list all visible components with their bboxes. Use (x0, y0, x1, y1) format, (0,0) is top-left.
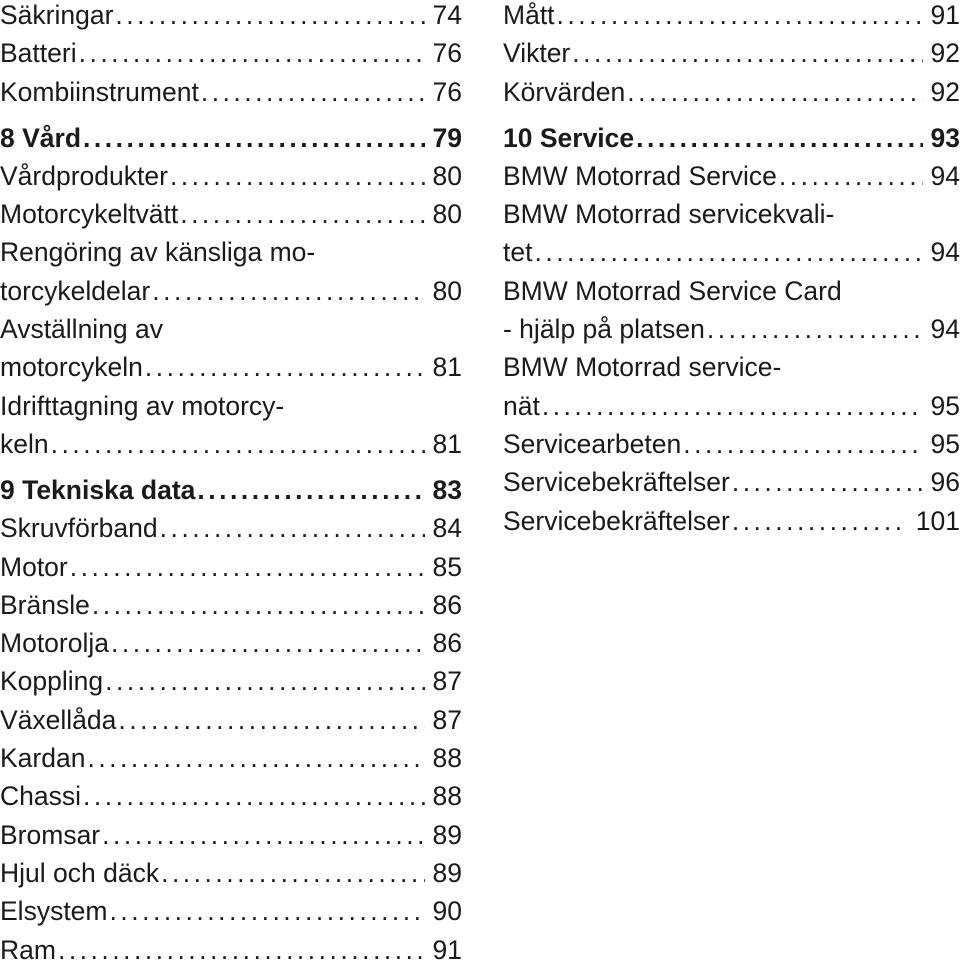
toc-entry-title: 8 Vård (0, 122, 82, 153)
toc-entry-batteri[interactable] (0, 34, 462, 72)
toc-page-number: 76 (432, 38, 462, 69)
toc-page-number: 85 (432, 551, 462, 582)
toc-entry-ram[interactable] (0, 931, 462, 969)
toc-entry-title: Körvärden (503, 76, 626, 107)
toc-chapter-10-service[interactable] (503, 119, 960, 157)
toc-page-number: 86 (432, 628, 462, 659)
toc-entry-title: Vikter (503, 38, 571, 69)
toc-entry-chassi[interactable] (0, 777, 462, 815)
dot-leader (681, 425, 922, 463)
dot-leader (570, 34, 922, 72)
toc-entry-title: tet (503, 237, 533, 268)
toc-entry-title: Motorolja (0, 628, 109, 659)
dot-leader (77, 34, 425, 72)
toc-entry-title: - hjälp på platsen (503, 314, 705, 345)
dot-leader (100, 816, 424, 854)
toc-entry-kombiinstrument[interactable] (0, 73, 462, 111)
toc-page-number: 92 (930, 76, 960, 107)
toc-entry-title: 10 Service (503, 122, 635, 153)
toc-entry-bromsar[interactable] (0, 816, 462, 854)
dot-leader (540, 387, 923, 425)
toc-entry-bransle[interactable] (0, 586, 462, 624)
toc-entry-title: Växellåda (0, 704, 117, 735)
toc-page-number: 79 (432, 122, 462, 153)
toc-entry-rengoring-av-kansliga-mo-torcykeldelar[interactable] (0, 272, 462, 310)
toc-entry-title: nät (503, 390, 540, 421)
dot-leader (195, 471, 424, 509)
toc-page-number: 92 (930, 38, 960, 69)
toc-entry-first-line: Rengöring av känsliga mo- (0, 237, 316, 268)
toc-entry-title: Koppling (0, 666, 104, 697)
toc-entry-title: Kardan (0, 743, 86, 774)
toc-entry-title: Skruvförband (0, 513, 158, 544)
toc-page-number: 87 (432, 704, 462, 735)
toc-page-number: 80 (432, 275, 462, 306)
toc-entry-motorcykeltvatt[interactable] (0, 195, 462, 233)
toc-page-number: 94 (930, 237, 960, 268)
toc-entry-title: Elsystem (0, 896, 108, 927)
dot-leader (532, 233, 922, 271)
dot-leader (150, 272, 424, 310)
toc-entry-title: Mått (503, 0, 555, 30)
toc-entry-title: Ram (0, 934, 56, 965)
dot-leader (625, 73, 922, 111)
dot-leader (178, 195, 424, 233)
toc-entry-avstallning-av-motorcykeln[interactable] (0, 348, 462, 386)
toc-entry-matt[interactable] (503, 0, 960, 34)
dot-leader (159, 854, 424, 892)
toc-entry-skruvforband[interactable] (0, 509, 462, 547)
toc-entry-bmw-motorrad-service-card-hjalp-pa-platsen[interactable] (503, 310, 960, 348)
toc-entry-title: Servicebekräftelser (503, 467, 730, 498)
toc-page-number: 84 (432, 513, 462, 544)
toc-page-number: 80 (432, 199, 462, 230)
toc-entry-title: Vårdprodukter (0, 160, 168, 191)
toc-entry-vardprodukter[interactable] (0, 157, 462, 195)
dot-leader (49, 425, 425, 463)
dot-leader (116, 701, 424, 739)
toc-page-number: 101 (915, 505, 960, 536)
toc-entry-title: Bränsle (0, 589, 90, 620)
toc-entry-title: Batteri (0, 38, 77, 69)
toc-page-number: 94 (930, 160, 960, 191)
toc-page-number: 96 (930, 467, 960, 498)
toc-entry-title: BMW Motorrad Service (503, 160, 777, 191)
toc-entry-title: Motor (0, 551, 68, 582)
toc-entry-servicearbeten[interactable] (503, 425, 960, 463)
toc-chapter-9-tekniska-data[interactable] (0, 471, 462, 509)
toc-entry-title: motorcykeln (0, 352, 143, 383)
toc-page-number: 83 (432, 474, 462, 505)
toc-page-number: 88 (432, 781, 462, 812)
toc-page-number: 88 (432, 743, 462, 774)
dot-leader (705, 310, 923, 348)
toc-entry-title: keln (0, 428, 49, 459)
toc-entry-first-line: Avställning av (0, 314, 164, 345)
dot-leader (108, 892, 425, 930)
dot-leader (81, 777, 425, 815)
toc-entry-servicebekraftelser[interactable] (503, 502, 960, 540)
toc-entry-title: Servicearbeten (503, 428, 682, 459)
toc-page-number: 76 (432, 76, 462, 107)
toc-entry-vaxellada[interactable] (0, 701, 462, 739)
dot-leader (85, 739, 424, 777)
dot-leader (634, 119, 922, 157)
dot-leader (158, 509, 425, 547)
toc-entry-bmw-motorrad-service[interactable] (503, 157, 960, 195)
toc-page-number: 81 (432, 428, 462, 459)
dot-leader (777, 157, 923, 195)
dot-leader (113, 0, 424, 34)
toc-page-number: 94 (930, 314, 960, 345)
toc-entry-servicebekraftelser[interactable] (503, 463, 960, 501)
toc-entry-title: Motorcykeltvätt (0, 199, 179, 230)
toc-page-number: 90 (432, 896, 462, 927)
toc-page-number: 81 (432, 352, 462, 383)
toc-entry-elsystem[interactable] (0, 892, 462, 930)
toc-page-number: 87 (432, 666, 462, 697)
toc-entry-first-line: BMW Motorrad servicekvali- (503, 199, 835, 230)
toc-entry-bmw-motorrad-service-nat[interactable] (503, 387, 960, 425)
dot-leader (730, 463, 923, 501)
toc-page-number: 89 (432, 819, 462, 850)
toc-entry-title: Hjul och däck (0, 857, 160, 888)
toc-column-right (503, 0, 960, 540)
dot-leader (81, 119, 425, 157)
dot-leader (90, 586, 425, 624)
toc-entry-korvarden[interactable] (503, 73, 960, 111)
toc-page-number: 93 (930, 122, 960, 153)
toc-entry-kardan[interactable] (0, 739, 462, 777)
toc-entry-first-line: Idrifttagning av motorcy- (0, 390, 285, 421)
toc-entry-motor[interactable] (0, 548, 462, 586)
toc-page-number: 89 (432, 857, 462, 888)
toc-entry-sakringar[interactable] (0, 0, 462, 34)
toc-page-number: 95 (930, 390, 960, 421)
dot-leader (168, 157, 425, 195)
toc-page-number: 95 (930, 428, 960, 459)
toc-entry-title: Servicebekräftelser (503, 505, 730, 536)
toc-entry-title: Kombiinstrument (0, 76, 199, 107)
dot-leader (143, 348, 425, 386)
toc-page-number: 86 (432, 589, 462, 620)
toc-page-number: 74 (432, 0, 462, 30)
toc-page-number: 80 (432, 160, 462, 191)
toc-page-number: 91 (432, 934, 462, 965)
toc-entry-first-line: BMW Motorrad service- (503, 352, 782, 383)
toc-chapter-8-vard[interactable] (0, 119, 462, 157)
toc-entry-first-line: BMW Motorrad Service Card (503, 275, 842, 306)
toc-entry-title: Bromsar (0, 819, 101, 850)
toc-entry-vikter[interactable] (503, 34, 960, 72)
dot-leader (68, 548, 425, 586)
toc-entry-koppling[interactable] (0, 662, 462, 700)
toc-entry-bmw-motorrad-servicekvali-tet[interactable] (503, 233, 960, 271)
toc-entry-idrifttagning-av-motorcy-keln[interactable] (0, 425, 462, 463)
toc-page-number: 91 (930, 0, 960, 30)
dot-leader (56, 931, 425, 969)
toc-entry-hjul-och-dack[interactable] (0, 854, 462, 892)
toc-column-left (0, 0, 462, 969)
dot-leader (730, 502, 908, 540)
dot-leader (555, 0, 923, 34)
dot-leader (103, 662, 424, 700)
toc-entry-title: torcykeldelar (0, 275, 151, 306)
dot-leader (199, 73, 425, 111)
toc-entry-title: 9 Tekniska data (0, 474, 196, 505)
toc-entry-motorolja[interactable] (0, 624, 462, 662)
toc-entry-title: Säkringar (0, 0, 114, 30)
dot-leader (109, 624, 425, 662)
toc-entry-title: Chassi (0, 781, 82, 812)
